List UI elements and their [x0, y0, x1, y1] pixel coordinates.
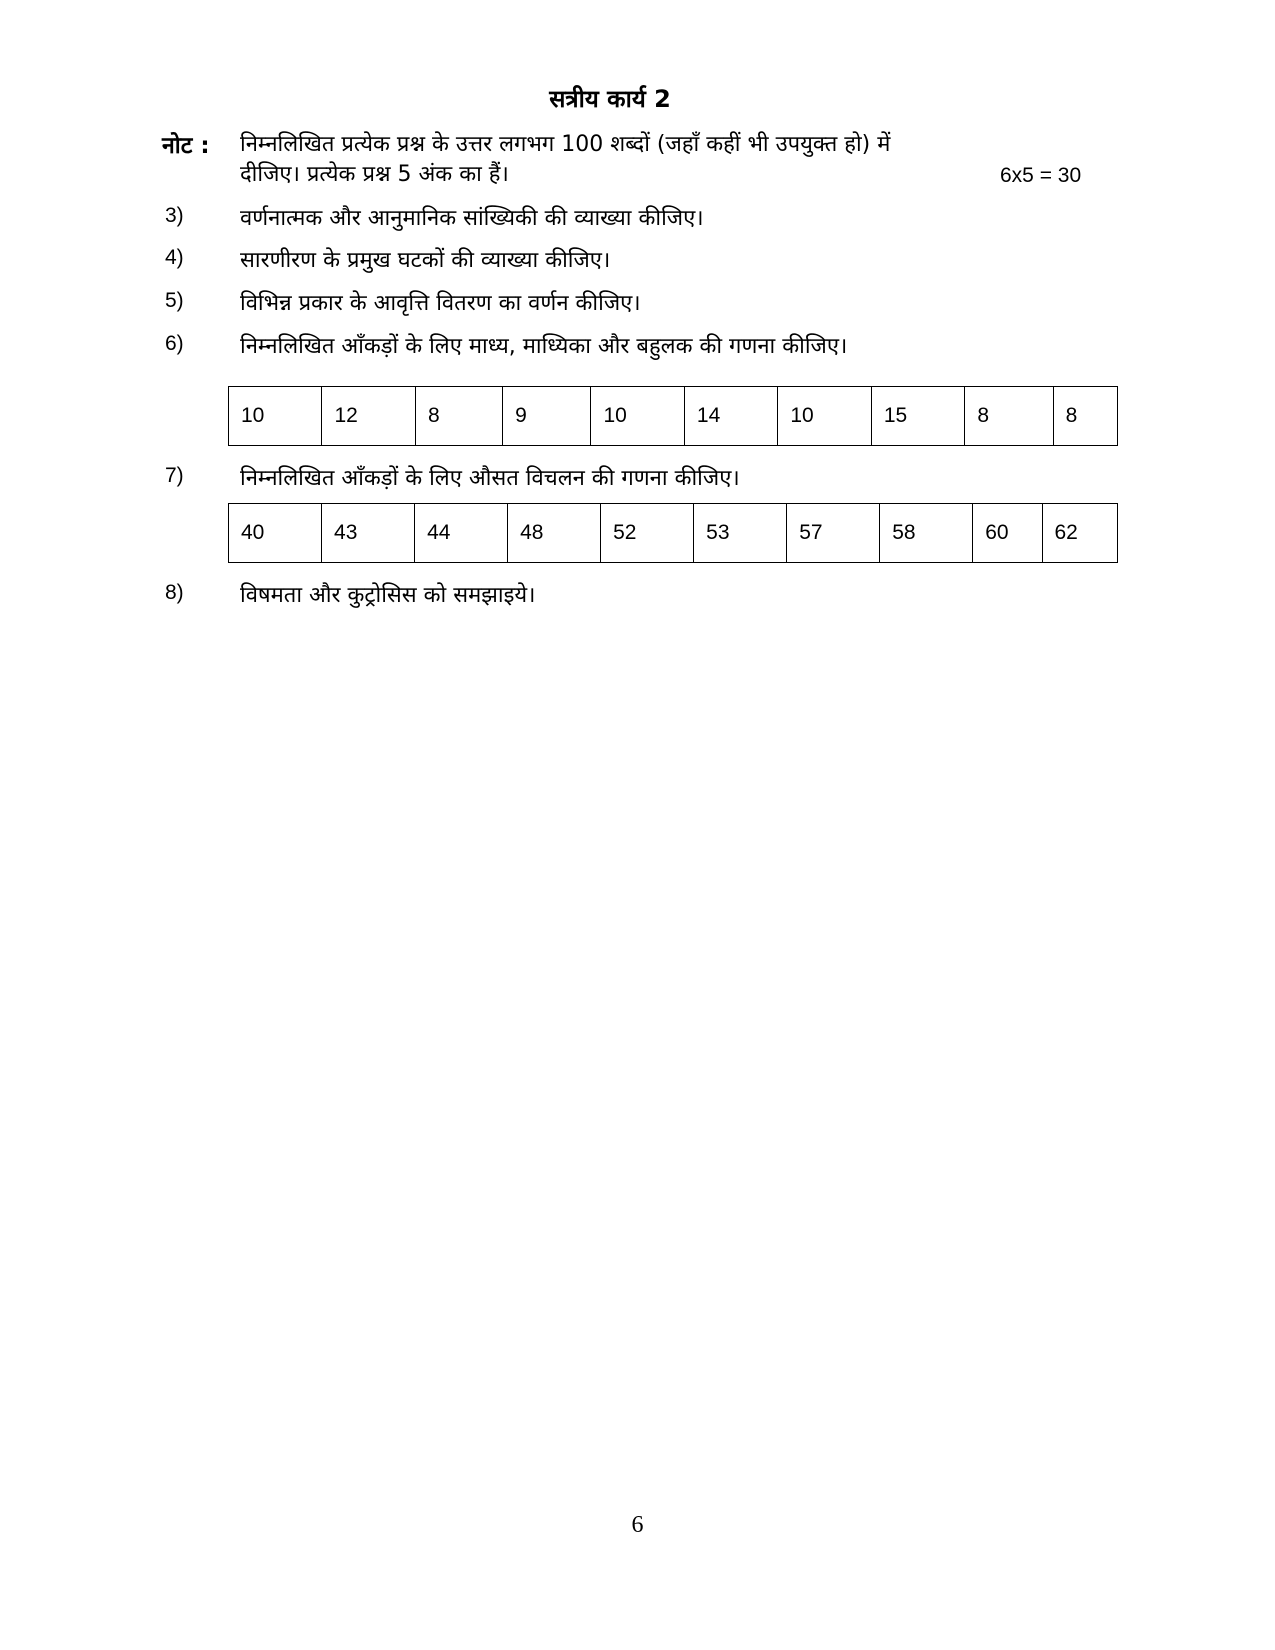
- question-text-3: वर्णनात्मक और आनुमानिक सांख्यिकी की व्याख्या कीजिए।: [240, 206, 704, 231]
- table-cell: 53: [694, 504, 787, 563]
- table-cell: 52: [601, 504, 694, 563]
- question-number-7: 7): [165, 464, 184, 487]
- data-table-q6: [228, 386, 1118, 446]
- table-cell: 10: [778, 387, 871, 446]
- question-text-7: निम्नलिखित आँकड़ों के लिए औसत विचलन की गणना कीजिए।: [240, 466, 740, 491]
- assignment-title: सत्रीय कार्य 2: [549, 85, 671, 113]
- question-number-8: 8): [165, 581, 184, 604]
- table-cell: 40: [229, 504, 322, 563]
- question-text-4: सारणीरण के प्रमुख घटकों की व्याख्या कीजिए।: [240, 248, 611, 273]
- table-cell: 15: [871, 387, 964, 446]
- marks-total: 6x5 = 30: [1000, 164, 1082, 187]
- table-cell: 8: [1053, 387, 1117, 446]
- table-cell: 58: [880, 504, 973, 563]
- question-text-6: निम्नलिखित आँकड़ों के लिए माध्य, माध्यिका और बहुलक की गणना कीजिए।: [240, 334, 848, 359]
- table-cell: 12: [322, 387, 415, 446]
- question-text-8: विषमता और कुट्रोसिस को समझाइये।: [240, 583, 536, 608]
- table-cell: 9: [503, 387, 591, 446]
- table-cell: 60: [973, 504, 1042, 563]
- table-cell: 48: [508, 504, 601, 563]
- table-cell: 44: [415, 504, 508, 563]
- page-number: 6: [631, 1512, 644, 1538]
- table-cell: 10: [591, 387, 684, 446]
- table-cell: 8: [415, 387, 502, 446]
- question-number-5: 5): [165, 289, 184, 312]
- table-row: [229, 387, 1118, 446]
- table-cell: 62: [1042, 504, 1118, 563]
- data-table-q7: [228, 503, 1118, 563]
- table-cell: 8: [965, 387, 1053, 446]
- question-text-5: विभिन्न प्रकार के आवृत्ति वितरण का वर्णन कीजिए।: [240, 291, 641, 316]
- question-number-6: 6): [165, 332, 184, 355]
- note-label: नोट :: [162, 133, 210, 159]
- note-line-1: निम्नलिखित प्रत्येक प्रश्न के उत्तर लगभग 100 शब्दों (जहाँ कहीं भी उपयुक्त हो) में: [240, 132, 891, 157]
- table-cell: 14: [684, 387, 777, 446]
- table-cell: 57: [787, 504, 880, 563]
- table-cell: 10: [229, 387, 322, 446]
- note-line-2: दीजिए। प्रत्येक प्रश्न 5 अंक का हैं।: [240, 162, 509, 187]
- table-row: [229, 504, 1118, 563]
- question-number-3: 3): [165, 204, 184, 227]
- table-cell: 43: [322, 504, 415, 563]
- question-number-4: 4): [165, 246, 184, 269]
